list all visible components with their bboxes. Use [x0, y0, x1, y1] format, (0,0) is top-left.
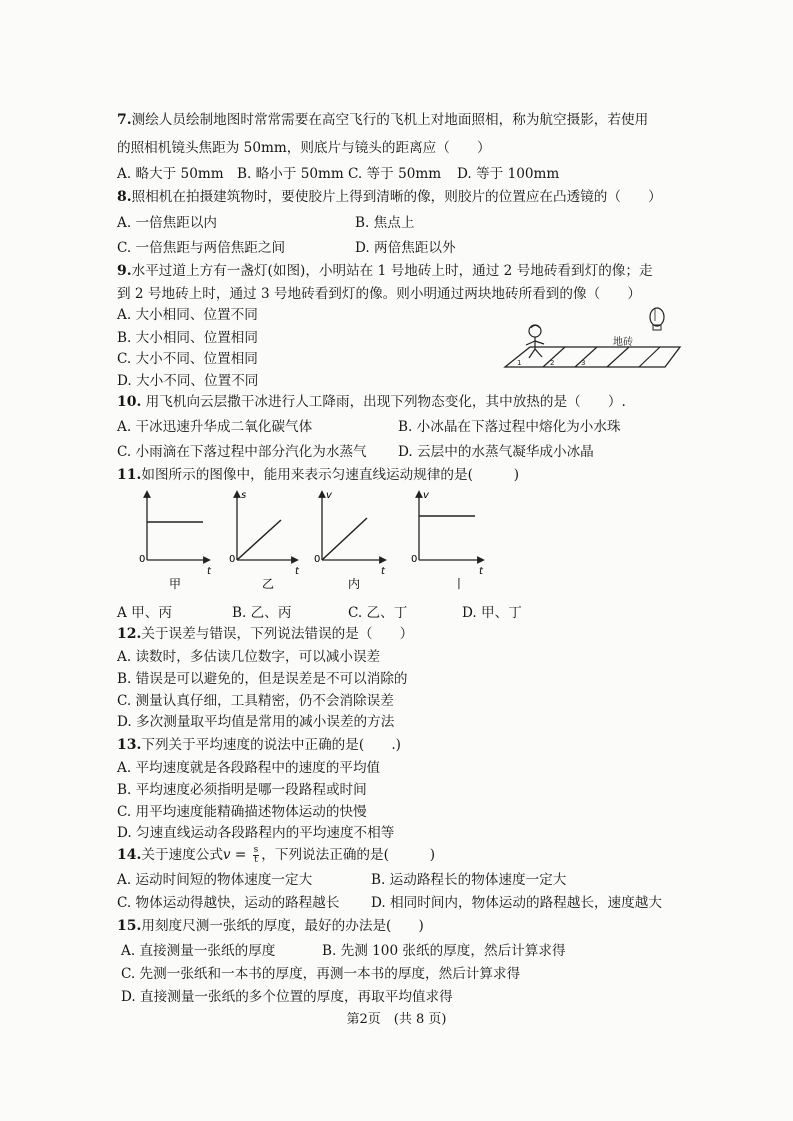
- q14-option-a: A. 运动时间短的物体速度一定大: [117, 872, 313, 888]
- q11-stem-line: [117, 466, 519, 484]
- q14-formula-fraction: [253, 846, 260, 865]
- q15-number: 15.: [117, 918, 142, 934]
- q9-option-d: D. 大小不同、位置不同: [117, 373, 259, 389]
- q14-option-c: C. 物体运动得越快，运动的路程越长: [117, 895, 340, 911]
- q9-number: 9.: [117, 263, 132, 279]
- graph-ding-ylabel: v: [423, 490, 429, 501]
- graph-yi-line: [237, 520, 281, 560]
- q11-number: 11.: [117, 467, 142, 483]
- graph-bing-line: [322, 518, 367, 560]
- q11-option-d: D. 甲、丁: [462, 605, 522, 621]
- q14-number: 14.: [117, 847, 142, 863]
- q14-stem-before: 关于速度公式: [141, 847, 223, 863]
- q13-option-c: C. 用平均速度能精确描述物体运动的快慢: [117, 804, 367, 820]
- graph-yi-origin: 0: [229, 554, 236, 565]
- graph-yi-xlabel: t: [295, 566, 299, 577]
- graph-ding: [411, 490, 484, 591]
- q8-stem: 照相机在拍摄建筑物时，要使胶片上得到清晰的像，则胶片的位置应在凸透镜的（ ）: [131, 189, 662, 205]
- q10-stem: 用飞机向云层撒干冰进行人工降雨，出现下列物态变化，其中放热的是（ ）.: [141, 394, 626, 410]
- q15-option-c: C. 先测一张纸和一本书的厚度，再测一本书的厚度，然后计算求得: [121, 966, 521, 982]
- q7-line2: 的照相机镜头焦距为 50mm，则底片与镜头的距离应（ ）: [117, 140, 491, 156]
- q7-stem-1: 测绘人员绘制地图时常常需要在高空飞行的飞机上对地面照相，称为航空摄影，若使用: [131, 112, 649, 128]
- q11-stem: 如图所示的图像中，能用来表示匀速直线运动规律的是( ): [141, 467, 519, 483]
- q14-formula-lhs: v =: [222, 847, 251, 863]
- q13-option-b: B. 平均速度必须指明是哪一段路程或时间: [117, 782, 367, 798]
- q9-option-b: B. 大小相同、位置相同: [117, 330, 258, 346]
- q9-option-a: A. 大小相同、位置不同: [117, 307, 258, 323]
- q14-formula-numerator: s: [253, 845, 259, 855]
- q7-option-a: A. 略大于 50mm: [117, 166, 224, 182]
- q10-number: 10.: [117, 394, 142, 410]
- q14-formula-denominator: t: [254, 855, 258, 865]
- q7-option-b: B. 略小于 50mm: [237, 166, 344, 182]
- q13-stem-line: [117, 736, 401, 754]
- graph-jia-origin: 0: [139, 554, 146, 565]
- q12-stem-line: [117, 625, 413, 643]
- graph-jia: [139, 494, 212, 591]
- q11-option-b: B. 乙、丙: [232, 605, 292, 621]
- q12-stem: 关于误差与错误，下列说法错误的是（ ）: [141, 626, 414, 642]
- q14-stem-after: ，下列说法正确的是( ): [261, 847, 435, 863]
- q9-line2: 到 2 号地砖上时，通过 3 号地砖看到灯的像。则小明通过两块地砖所看到的像（ ）: [117, 286, 641, 302]
- q9-option-c: C. 大小不同、位置相同: [117, 351, 258, 367]
- q15-option-b: B. 先测 100 张纸的厚度，然后计算求得: [322, 943, 566, 959]
- q10-option-b: B. 小冰晶在下落过程中熔化为小水珠: [398, 419, 621, 435]
- q8-option-d: D. 两倍焦距以外: [355, 240, 456, 256]
- q13-number: 13.: [117, 737, 142, 753]
- q10-option-a: A. 干冰迅速升华成二氧化碳气体: [117, 419, 313, 435]
- q14-stem-line: [117, 846, 435, 865]
- graph-bing-caption: 内: [348, 577, 361, 591]
- q11-graphs: [135, 488, 495, 593]
- q13-option-d: D. 匀速直线运动各段路程内的平均速度不相等: [117, 825, 395, 841]
- graph-bing: [314, 490, 386, 591]
- q7-line1: [117, 111, 648, 129]
- q12-option-b: B. 错误是可以避免的，但是误差是不可以消除的: [117, 671, 408, 687]
- tile-number-1: 1: [517, 359, 522, 367]
- floor-tiles: [505, 347, 680, 367]
- q11-option-c: C. 乙、丁: [348, 605, 408, 621]
- q8-option-c: C. 一倍焦距与两倍焦距之间: [117, 240, 286, 256]
- q7-option-c: C. 等于 50mm: [348, 166, 442, 182]
- q15-stem-line: [117, 917, 424, 935]
- tile-label: 地砖: [613, 337, 633, 348]
- graph-bing-origin: 0: [314, 554, 321, 565]
- graph-jia-xlabel: t: [207, 566, 211, 577]
- q15-option-a: A. 直接测量一张纸的厚度: [121, 943, 276, 959]
- q15-option-d: D. 直接测量一张纸的多个位置的厚度，再取平均值求得: [121, 989, 453, 1005]
- q8-option-a: A. 一倍焦距以内: [117, 215, 218, 231]
- graph-yi: [229, 490, 300, 591]
- q8-number: 8.: [117, 189, 132, 205]
- q14-option-d: D. 相同时间内，物体运动的路程越长，速度越大: [371, 895, 662, 911]
- q10-option-d: D. 云层中的水蒸气凝华成小冰晶: [398, 444, 594, 460]
- q10-stem-line: [117, 393, 626, 411]
- q12-option-c: C. 测量认真仔细，工具精密，仍不会消除误差: [117, 693, 394, 709]
- graph-bing-ylabel: v: [326, 490, 332, 501]
- q9-stem-1: 水平过道上方有一盏灯(如图)，小明站在 1 号地砖上时，通过 2 号地砖看到灯的像；走: [131, 263, 653, 279]
- q11-option-a: A 甲、丙: [117, 605, 172, 621]
- q9-line1: [117, 262, 653, 280]
- q12-option-a: A. 读数时，多估读几位数字，可以减小误差: [117, 649, 381, 665]
- q14-option-b: B. 运动路程长的物体速度一定大: [371, 872, 567, 888]
- bulb-icon: [650, 308, 664, 330]
- q13-option-a: A. 平均速度就是各段路程中的速度的平均值: [117, 760, 381, 776]
- q8-option-b: B. 焦点上: [355, 215, 415, 231]
- page-footer: 第2页 (共 8 页): [346, 1012, 447, 1027]
- graph-ding-origin: 0: [411, 554, 418, 565]
- q9-figure: [495, 295, 685, 380]
- graph-jia-caption: 甲: [169, 577, 182, 591]
- person-icon: [526, 325, 544, 358]
- q15-stem: 用刻度尺测一张纸的厚度，最好的办法是( ): [141, 918, 424, 934]
- q12-option-d: D. 多次测量取平均值是常用的减小误差的方法: [117, 714, 395, 730]
- q8-stem-line: [117, 188, 662, 206]
- q12-number: 12.: [117, 626, 142, 642]
- graph-ding-xlabel: t: [479, 566, 483, 577]
- tile-number-3: 3: [581, 359, 586, 367]
- tile-number-2: 2: [550, 359, 555, 367]
- graph-bing-xlabel: t: [381, 566, 385, 577]
- graph-ding-caption: 丨: [453, 577, 466, 591]
- q7-option-d: D. 等于 100mm: [457, 166, 560, 182]
- q13-stem: 下列关于平均速度的说法中正确的是( .): [141, 737, 401, 753]
- graph-yi-ylabel: s: [241, 490, 247, 501]
- q7-number: 7.: [117, 112, 132, 128]
- q10-option-c: C. 小雨滴在下落过程中部分汽化为水蒸气: [117, 444, 367, 460]
- graph-yi-caption: 乙: [262, 577, 275, 591]
